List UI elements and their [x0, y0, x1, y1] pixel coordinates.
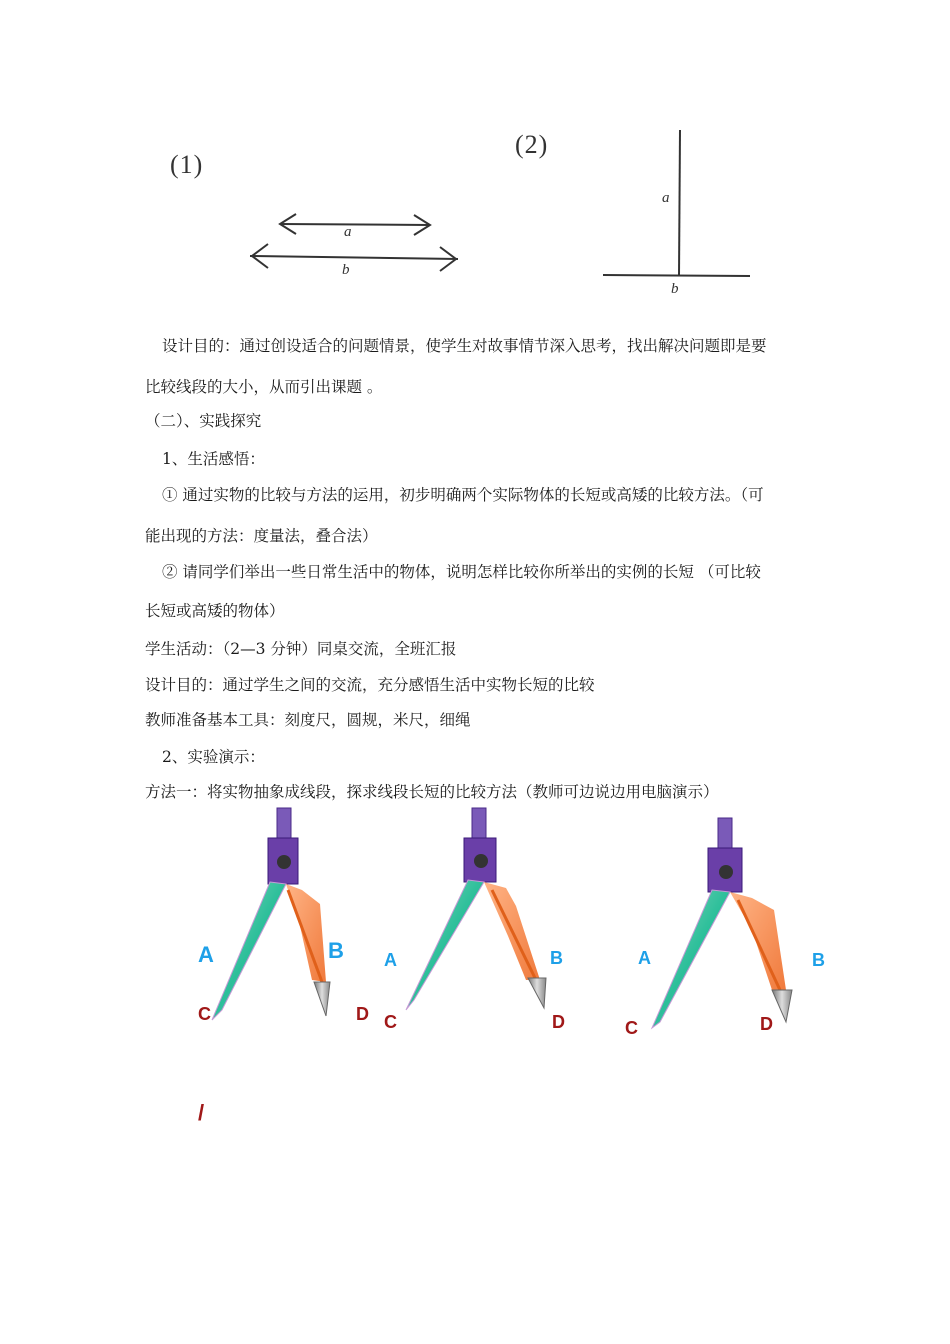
compass-2-label-b: B [550, 948, 563, 968]
method-1: 方法一：将实物抽象成线段，探求线段长短的比较方法（教师可边说边用电脑演示） [145, 783, 719, 801]
figure-1-segment-a-label: a [344, 224, 352, 240]
compass-3-label-d: D [760, 1014, 773, 1034]
compass-3-label-c: C [625, 1018, 638, 1038]
compass-2-label-c: C [384, 1012, 397, 1032]
compass-3-label-a: A [638, 948, 651, 968]
figure-2-label: (2) [515, 130, 549, 159]
compass-2 [406, 808, 546, 1010]
student-activity: 学生活动：（2—3 分钟）同桌交流，全班汇报 [145, 640, 457, 658]
point-2-line-2: 长短或高矮的物体） [145, 602, 285, 620]
figure-1-label: (1) [170, 150, 204, 179]
point-2-line-1: ② 请同学们举出一些日常生活中的物体，说明怎样比较你所举出的实例的长短 （可比较 [162, 563, 761, 581]
teacher-tools: 教师准备基本工具：刻度尺，圆规，米尺，细绳 [145, 711, 471, 729]
compass-1-label-c: C [198, 1004, 211, 1024]
compass-2-label-d: D [552, 1012, 565, 1032]
item-2-heading: 2、实验演示： [162, 748, 265, 766]
compass-2-label-a: A [384, 950, 397, 970]
figure-2-segment-b-label: b [671, 281, 679, 297]
stray-mark: / [198, 1100, 205, 1125]
compass-1 [212, 808, 330, 1020]
compass-1-label-a: A [198, 942, 214, 967]
figure-2-segment-a-label: a [662, 190, 670, 206]
compass-3 [652, 818, 792, 1028]
figure-1-segment-b-label: b [342, 262, 350, 278]
point-1-line-1: ① 通过实物的比较与方法的运用，初步明确两个实际物体的长短或高矮的比较方法。（可 [162, 486, 764, 504]
point-1-line-2: 能出现的方法：度量法，叠合法） [145, 527, 378, 545]
design-purpose-1-line-2: 比较线段的大小，从而引出课题 。 [145, 378, 383, 396]
section-two-heading: （二）、实践探究 [145, 412, 262, 430]
compass-1-label-b: B [328, 938, 344, 963]
compass-3-label-b: B [812, 950, 825, 970]
design-purpose-1-line-1: 设计目的：通过创设适合的问题情景，使学生对故事情节深入思考，找出解决问题即是要 [162, 337, 767, 355]
item-1-heading: 1、生活感悟： [162, 450, 265, 468]
design-purpose-2: 设计目的：通过学生之间的交流，充分感悟生活中实物长短的比较 [145, 676, 595, 694]
compass-1-label-d: D [356, 1004, 369, 1024]
